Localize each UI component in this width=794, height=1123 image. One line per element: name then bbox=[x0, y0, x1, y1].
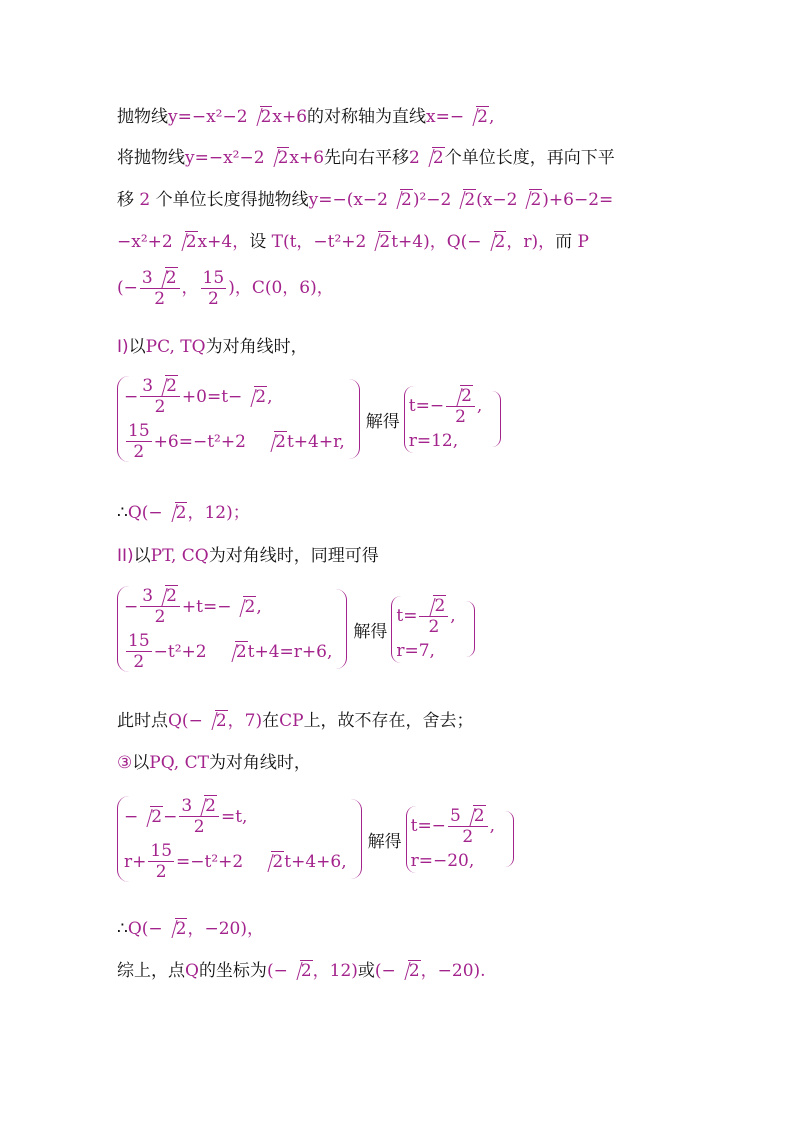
text: 的坐标为 bbox=[198, 961, 267, 981]
text: 个单位长度得抛物线 bbox=[155, 190, 309, 210]
text: PT, CQ bbox=[150, 546, 209, 566]
text: 此时点 bbox=[117, 711, 168, 731]
roman-1: I) bbox=[117, 337, 129, 357]
roman-2: II) bbox=[117, 546, 134, 566]
line-5: (− $\frac{3 2}{2}$ ， $\frac{15}{2}$ )，C(0，6)， bbox=[117, 268, 334, 309]
text: 设 bbox=[249, 232, 267, 252]
text: 而 bbox=[555, 232, 573, 252]
text: 或 bbox=[357, 961, 375, 981]
text: 以 bbox=[132, 753, 150, 773]
line-1: 抛物线y=−x²−2 2x+6的对称轴为直线x=− 2, bbox=[117, 107, 495, 127]
equation-brace: − 2 − $\frac{3 2}{2}$ =t, r+ $\frac{15}{2}$ =−t²+2 2 t+4+6, bbox=[117, 796, 347, 882]
equation-brace: − $\frac{3 2}{2}$ +0=t− 2 , $\frac{15}{2}$ +6=−t²+2 2 t+4+r, bbox=[117, 376, 345, 462]
text: 将抛物线 bbox=[117, 148, 185, 168]
system-3 bbox=[117, 796, 514, 882]
roman-3: ③ bbox=[117, 753, 133, 773]
text: PQ, CT bbox=[149, 753, 209, 773]
text: 抛物线 bbox=[117, 107, 168, 127]
text: 为对角线时，同理可得 bbox=[208, 546, 379, 566]
text: 为对角线时， bbox=[205, 337, 308, 357]
text: ∴ bbox=[117, 919, 128, 939]
text: 移 bbox=[117, 190, 134, 210]
case-1-header bbox=[117, 336, 308, 358]
text: 为对角线时， bbox=[208, 753, 311, 773]
equation-brace: − $\frac{3 2}{2}$ +t=− 2 , $\frac{15}{2}$ −t²+2 2 t+4=r+6, bbox=[117, 586, 332, 672]
solution-brace: t=− $\frac{2}{2}$ , r=12, bbox=[404, 386, 483, 453]
text: ∴ bbox=[117, 503, 128, 523]
result-3: ∴Q(− 2，−20)， bbox=[117, 919, 264, 939]
conclusion: 综上，点Q的坐标为(− 2，12)或(− 2，−20). bbox=[117, 961, 486, 981]
text: 先向右平移 bbox=[324, 148, 410, 168]
text: 综上，点 bbox=[117, 961, 185, 981]
result-1: ∴Q(− 2，12)； bbox=[117, 503, 250, 523]
solution-brace: t= $\frac{2}{2}$ , r=7, bbox=[391, 596, 455, 663]
system-1 bbox=[117, 376, 501, 462]
line-2: 将抛物线y=−x²−2 2x+6先向右平移2 2个单位长度，再向下平 bbox=[117, 148, 615, 168]
text: 上，故不存在，舍去； bbox=[303, 711, 474, 731]
reject-line: 此时点Q(− 2，7)在CP上，故不存在，舍去； bbox=[117, 711, 474, 731]
text: 解得 bbox=[365, 411, 400, 432]
text: 以 bbox=[133, 546, 151, 566]
text: PC, TQ bbox=[145, 337, 206, 357]
solution-brace: t=− $\frac{5 2}{2}$ , r=−20, bbox=[406, 806, 495, 873]
case-2-header bbox=[117, 545, 379, 567]
text: 解得 bbox=[353, 621, 388, 642]
text: 在 bbox=[262, 711, 280, 731]
system-2 bbox=[117, 586, 475, 672]
text: 个单位长度，再向下平 bbox=[444, 148, 615, 168]
text: CP bbox=[279, 711, 304, 731]
text: 解得 bbox=[367, 831, 402, 852]
case-3-header bbox=[117, 752, 311, 774]
line-4: −x²+2 2x+4，设 T(t，−t²+2 2t+4)，Q(− 2，r)，而 P bbox=[117, 232, 589, 252]
text: 的对称轴为直线 bbox=[307, 107, 427, 127]
line-3: 移 2 个单位长度得抛物线y=−(x−2 2)²−2 2(x−2 2)+6−2= bbox=[117, 190, 614, 210]
text: 以 bbox=[128, 337, 146, 357]
